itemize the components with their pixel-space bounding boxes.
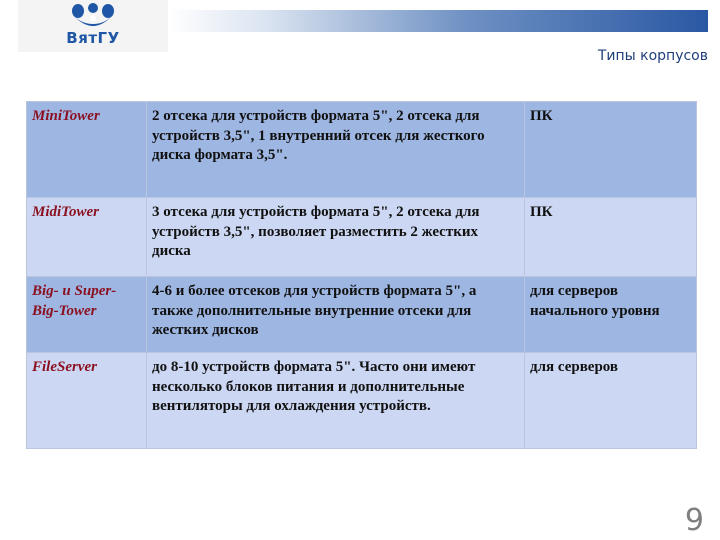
description-cell: 2 отсека для устройств формата 5", 2 отсека для устройств 3,5", 1 внутренний отсек для жесткого диска формата 3,5".	[147, 102, 525, 198]
purpose-cell: для серверов начального уровня	[525, 277, 697, 353]
table-row	[27, 277, 697, 353]
slide-title: Типы корпусов	[597, 48, 708, 64]
page-number: 9	[684, 503, 704, 538]
case-type-cell: MidiTower	[27, 198, 147, 277]
header-gradient-bar	[168, 10, 708, 32]
purpose-cell: ПК	[525, 198, 697, 277]
purpose-cell: ПК	[525, 102, 697, 198]
table-row	[27, 198, 697, 277]
case-type-cell: FileServer	[27, 353, 147, 449]
case-type-cell: MiniTower	[27, 102, 147, 198]
table-row	[27, 102, 697, 198]
purpose-cell: для серверов	[525, 353, 697, 449]
description-cell: 3 отсека для устройств формата 5", 2 отсека для устройств 3,5", позволяет разместить 2 жестких диска	[147, 198, 525, 277]
description-cell: 4-6 и более отсеков для устройств формата 5", а также дополнительные внутренние отсеки для жестких дисков	[147, 277, 525, 353]
case-type-cell: Big- и Super-Big-Tower	[27, 277, 147, 353]
description-cell: до 8-10 устройств формата 5". Часто они имеют несколько блоков питания и дополнительные вентиляторы для охлаждения устройств.	[147, 353, 525, 449]
logo-text: ВятГУ	[66, 29, 120, 47]
logo-emblem-icon	[68, 2, 118, 32]
case-types-table	[26, 101, 697, 449]
table-row	[27, 353, 697, 449]
university-logo	[18, 0, 168, 52]
